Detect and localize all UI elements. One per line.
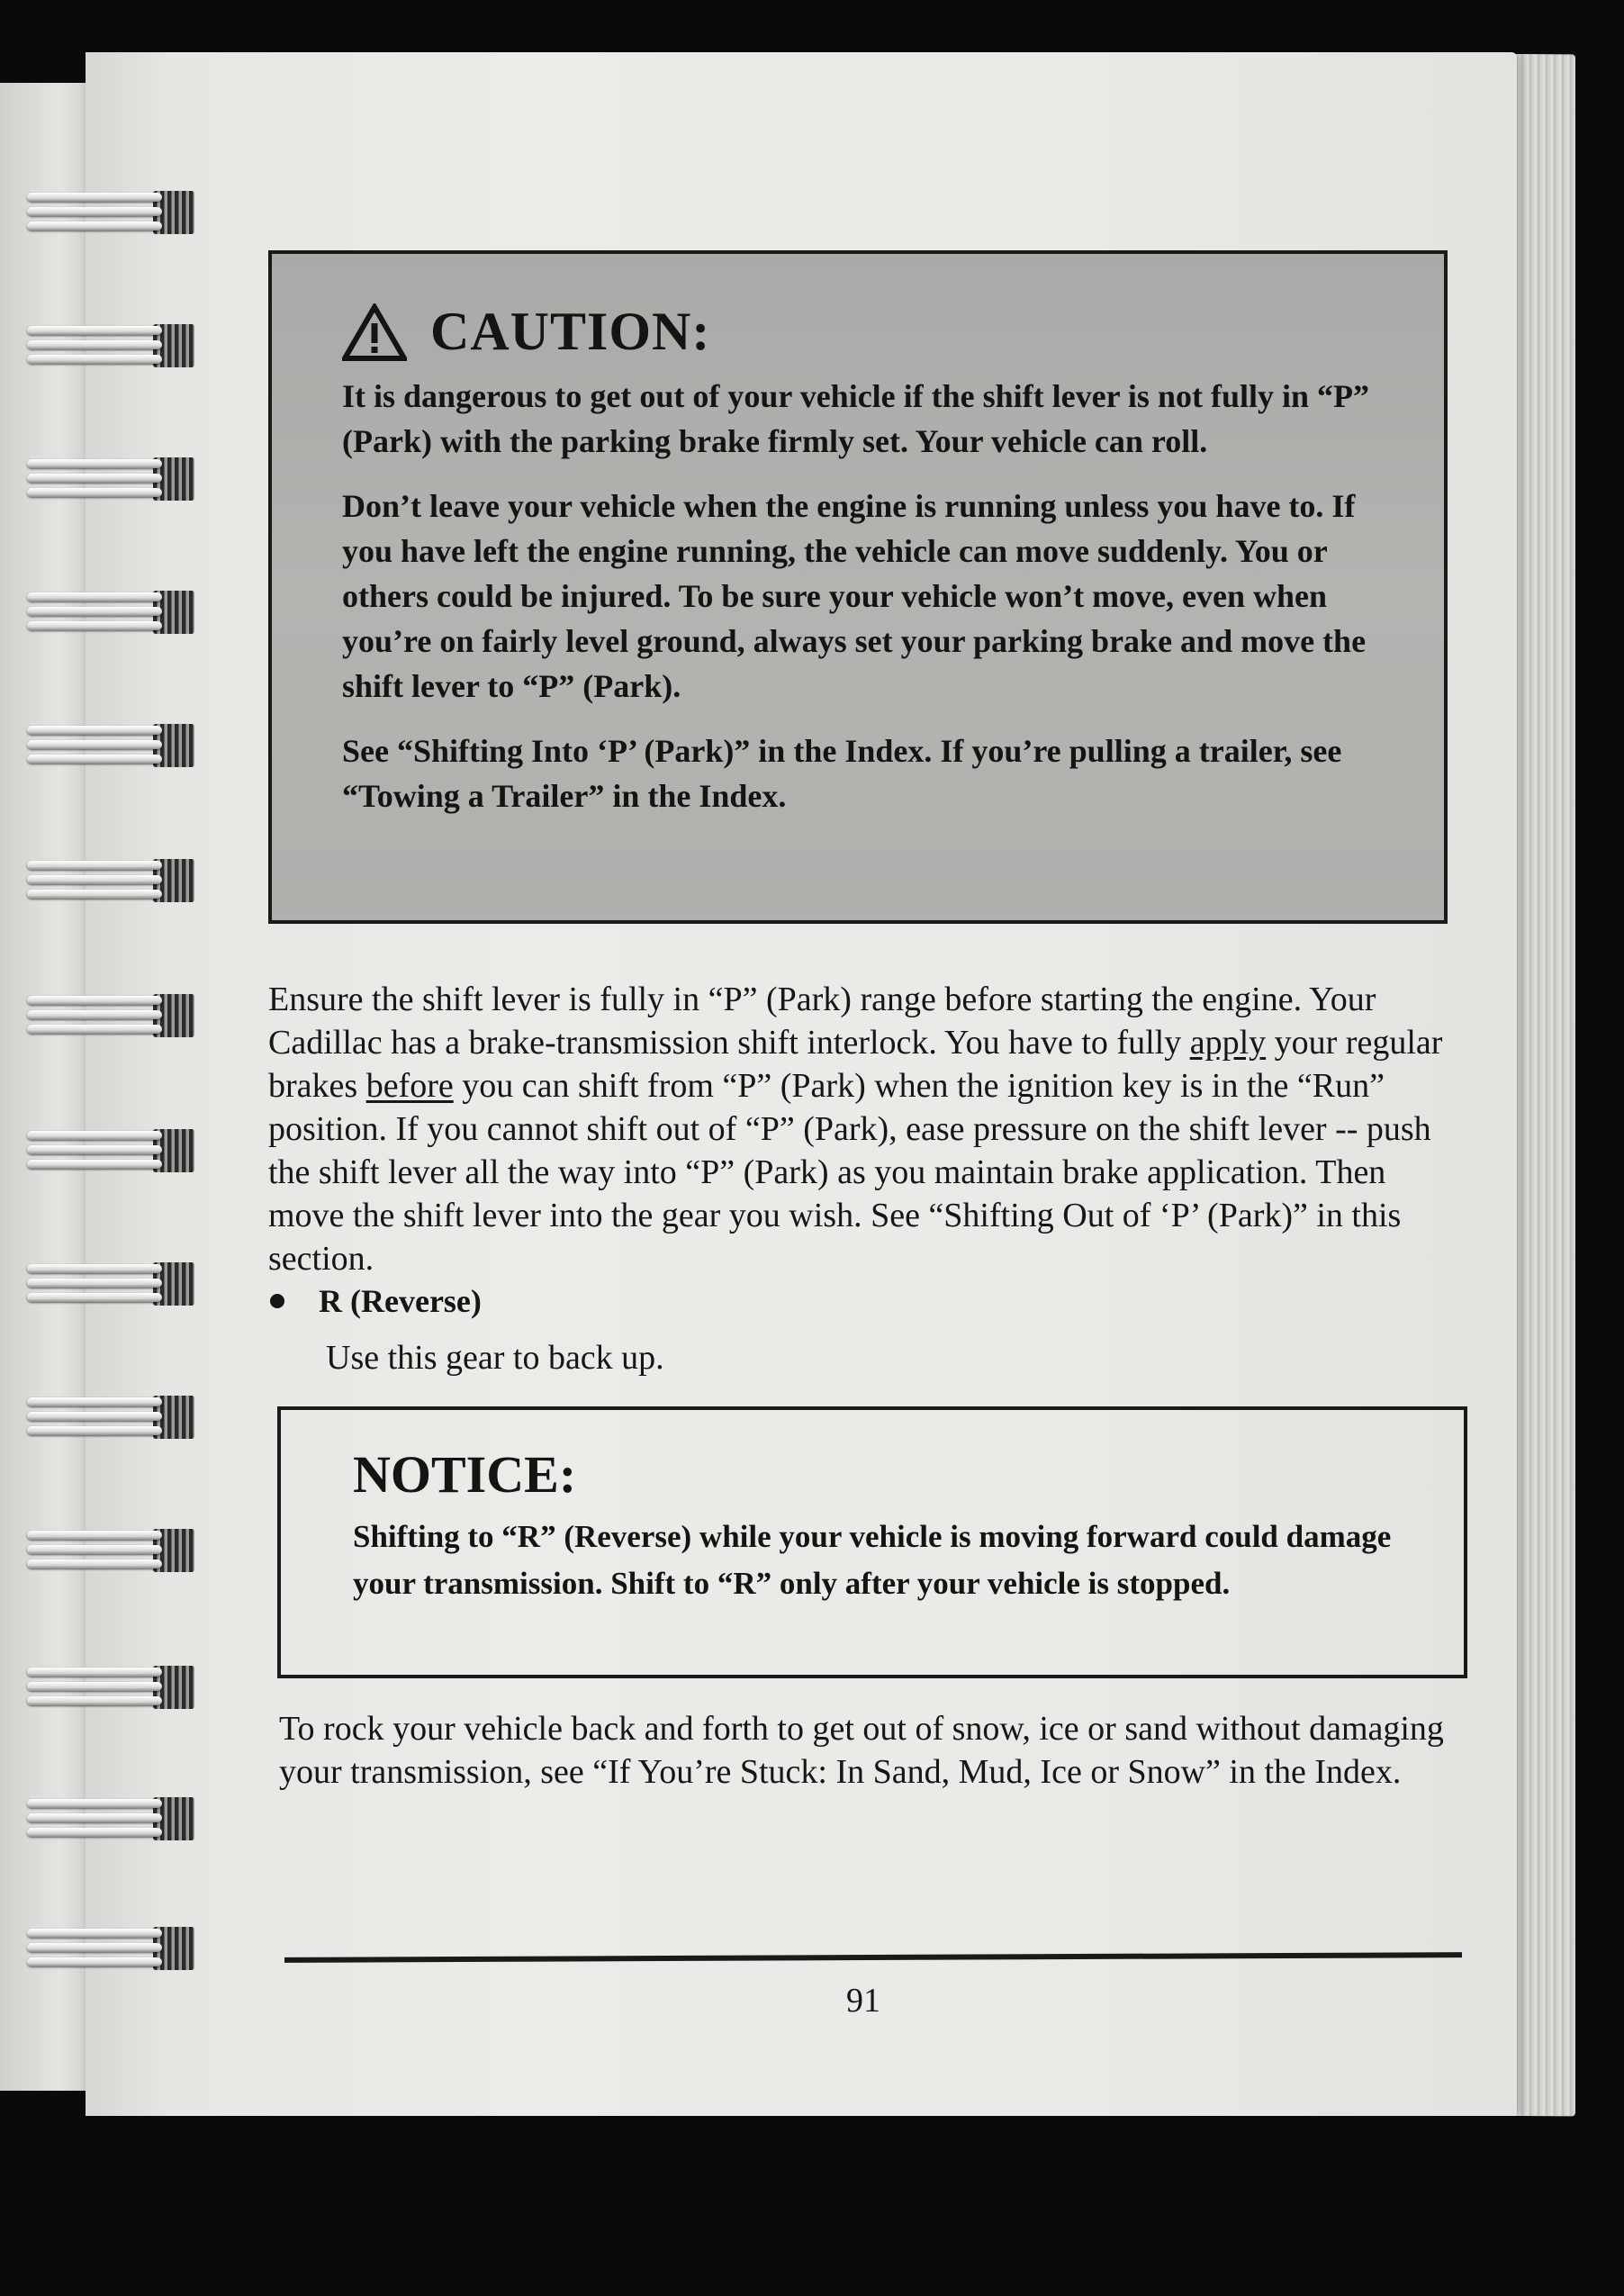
spiral-coil [27,1525,198,1576]
spiral-coil [27,1662,198,1713]
park-paragraph [268,978,1453,1280]
reverse-bullet [270,1282,482,1320]
caution-heading [342,301,1390,363]
reverse-description: Use this gear to back up. [326,1339,664,1377]
spiral-coil [27,454,198,504]
caution-box [268,250,1448,924]
caution-paragraph: See “Shifting Into ‘P’ (Park)” in the Index. If you’re pulling a trailer, see “Towing a Trailer” in the Index. [342,733,1342,814]
page-number: 91 [846,1982,880,2020]
caution-paragraph: Don’t leave your vehicle when the engine is running unless you have to. If you have left the engine running, the vehicle can move suddenly. You or others could be injured. To be sure your vehicle won’t move, even when you’re on fairly level ground, always set your parking brake and move the shift lever to “P” (Park). [342,488,1367,704]
notice-text: Shifting to “R” (Reverse) while your vehicle is moving forward could damage your transmission. Shift to “R” only after your vehicle is stopped. [353,1519,1392,1601]
spiral-coil [27,321,198,371]
spiral-coil [27,187,198,238]
spiral-coil [27,720,198,771]
spiral-coil [27,1923,198,1974]
notice-title: NOTICE: [353,1445,577,1504]
reverse-heading: R (Reverse) [319,1283,482,1319]
spiral-coil [27,1125,198,1176]
warning-triangle-icon [342,303,407,361]
spiral-coil [27,855,198,906]
bullet-icon [270,1294,284,1308]
spiral-coil [27,990,198,1041]
spiral-coil [27,1392,198,1442]
spiral-coil [27,1259,198,1309]
notice-box [277,1406,1467,1678]
spiral-coil [27,1794,198,1844]
caution-paragraph: It is dangerous to get out of your vehicle if the shift lever is not fully in “P” (Park) with the parking brake firmly set. Your vehicle can roll. [342,378,1369,459]
rock-vehicle-paragraph: To rock your vehicle back and forth to get out of snow, ice or sand without damaging your transmission, see “If You’re Stuck: In Sand, Mud, Ice or Snow” in the Index. [279,1710,1444,1791]
caution-title: CAUTION: [430,302,711,361]
spiral-binding [0,0,216,2296]
spiral-coil [27,587,198,637]
park-text-segment: your regular brakes [268,1024,1443,1105]
park-text-segment: you can shift from “P” (Park) when the ignition key is in the “Run” position. If you cannot shift out of “P” (Park), ease pressure on the shift lever -- push the shift lever all the way into “P” (Park) as you maintain brake application. Then move the shift lever into the gear you wish. See “Shifting Out of ‘P’ (Park)” in this section. [268,1067,1431,1278]
underlined-before: before [365,1067,454,1105]
park-text-segment: Ensure the shift lever is fully in “P” (Park) range before starting the engine. Your Cadillac has a brake-transmission shift interlock. You have to fully [268,981,1376,1062]
underlined-apply: apply [1189,1024,1267,1062]
